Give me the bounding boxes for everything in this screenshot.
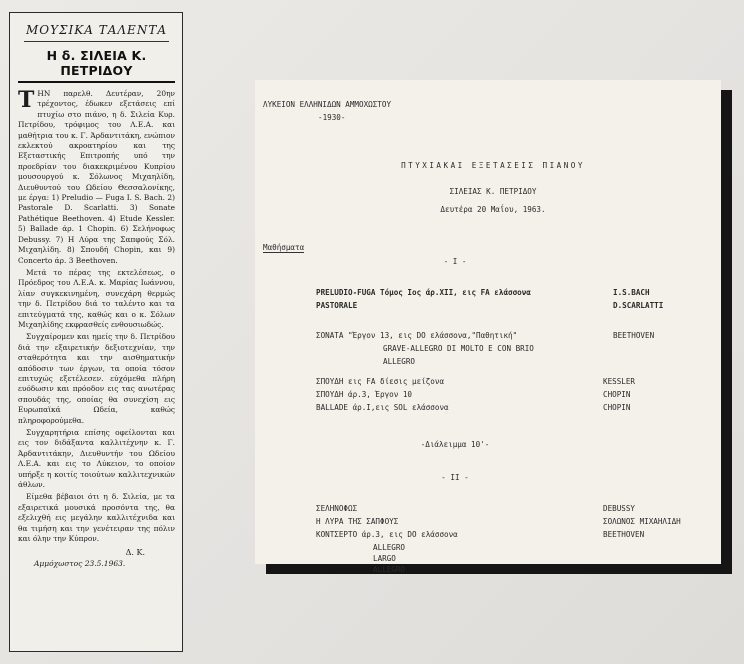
exam-date: Δευτέρα 20 Μαΐου, 1963. [440,205,546,214]
school-name: ΛΥΚΕΙΟΝ ΕΛΛΗΝΙΔΩΝ ΑΜΜΟΧΩΣΤΟΥ [263,100,392,109]
composer-name: CHOPIN [603,390,631,399]
composer-name: KESSLER [603,377,636,386]
movement-title: ALLEGRO [383,357,416,366]
part-one-label: - I - [443,257,467,266]
composer-name: BEETHOVEN [613,331,655,340]
movement-title: GRAVE-ALLEGRO DI MOLTO E CON BRIO [383,344,534,353]
composer-name: D.SCARLATTI [613,301,664,310]
clipping-kicker: ΜΟΥΣΙΚΑ ΤΑΛΕΝΤΑ [24,23,169,42]
piece-title: ΣΠΟΥΔΗ εις FA δίεσις μείζονα [316,377,445,386]
clipping-place-date: Αμμόχωστος 23.5.1963. [34,559,126,569]
intermission: -Διάλειμμα 10'- [420,440,490,449]
clipping-body [18,89,175,544]
composer-name: CHOPIN [603,403,631,412]
piece-title: PRELUDIO-FUGA Τόμος Ιος άρ.XII, εις FA ελάσσονα [316,288,531,297]
piece-title: ΣΟΝΑΤΑ "Έργον 13, εις DO ελάσσονα,"Παθητική" [316,331,518,340]
movement-title: ALLEGRO [373,565,406,574]
clipping-paragraph: Συγχαρητήρια επίσης οφείλονται και εις τον διδάξαντα καλλιτέχνην κ. Γ. Άρδαντιτάκην, Διευθυντήν του Ωδείου Λ.Ε.Α. και εις το Λύκειον, το οποίον υπήρξε η κοιτίς τοιούτων καλλιτεχνικών άθλων. [18,428,175,490]
movement-title: LARGO [373,554,396,563]
composer-name: ΣΟΛΩΝΟΣ ΜΙΧΑΗΛΙΔΗ [603,517,681,526]
piece-title: PASTORALE [316,301,358,310]
clipping-headline: Η δ. ΣΙΛΕΙΑ Κ. ΠΕΤΡΙΔΟΥ [46,48,147,78]
clipping-paragraph: Είμεθα βέβαιοι ότι η δ. Σιλεία, με τα εξαιρετικά μουσικά προσόντα της, θα εξελιχθή εις μεγάλην καλλιτέχνιδα και θα τιμήση και την γενέτειραν της πόλιν και όλην την Κύπρον. [18,492,175,544]
clipping-paragraph: Μετά το πέρας της εκτελέσεως, ο Πρόεδρος του Λ.Ε.Α. κ. Μαρίας Ιωάννου, λίαν συγκεκινημένη, συνεχάρη θερμώς την δ. Πετρίδου διά το ταλέντο και τα επιτεύγματά της, καθώς και ο κ. Σόλων Μιχαηλίδης εκφρασθείς ενθουσιωδώς. [18,267,175,329]
clipping-paragraph: ΤΗΝ παρελθ. Δευτέραν, 20ην τρέχοντος, έδωκεν εξετάσεις επί πτυχίω στο πιάνο, η δ. Σιλεία Κυρ. Πετρίδου, τρόφιμος του Λ.Ε.Α. και μαθήτρια του κ. Γ. Άρδαντιτάκη, ενώπιον εκλεκτού ακροατηρίου και της Εξεταστικής Επιτροπής υπό την προεδρίαν του διακεκριμένου Κυπρίου μουσουργού κ. Σόλωνος Μιχαηλίδη, Διευθυντού του Ωδείου Θεσσαλονίκης, με έργα: 1) Preludio — Fuga I. S. Bach. 2) Pastorale D. Scarlatti. 3) Sonate Pathétique Beethoven. 4) Etude Kessler. 5) Ballade άρ. 1 Chopin. 6) Σελήνοφως Debussy. 7) Η Λύρα της Σαπφούς Σόλ. Μιχαηλίδη. 8) Σπουδή Chopin, και 9) Concerto άρ. 3 Beethoven. [18,87,175,265]
piece-title: ΣΕΛΗΝΟΦΩΣ [316,504,358,513]
composer-name: I.S.BACH [613,288,650,297]
founded-year: -1930- [318,113,346,122]
part-two-label: - II - [441,473,469,482]
piece-title: BALLADE άρ.I,εις SOL ελάσσονα [316,403,449,412]
clipping-paragraph: Συγχαίρομεν και ημείς την δ. Πετρίδου διά την εξαιρετικήν δεξιοτεχνίαν, την σταθερότητα και την αισθηματικήν απόδοσιν των έργων, τα οποία τόσον επιτυχώς εξετέλεσεν. εύχόμεθα πλήρη ευόδωσιν και πρόοδον εις τας ανωτέρας σπουδάς της, οποίας θα συνεχίση εις Ευρωπαϊκά Ωδεία, καθώς πληροφορούμεθα. [18,332,175,425]
piece-title: ΣΠΟΥΔΗ άρ.3, Έργον 10 [316,390,413,399]
composer-name: BEETHOVEN [603,530,645,539]
works-heading: Μαθήσματα [263,243,305,252]
drop-cap: Τ [18,87,35,113]
typed-programme [255,80,721,574]
piece-title: Η ΛΥΡΑ ΤΗΣ ΣΑΠΦΟΥΣ [316,517,399,526]
newspaper-clipping [9,12,183,652]
clipping-signature: Δ. Κ. [125,548,145,558]
composer-name: DEBUSSY [603,504,636,513]
movement-title: ALLEGRO [373,543,406,552]
performer-name: ΣΙΛΕΙΑΣ Κ. ΠΕΤΡΙΔΟΥ [449,187,537,196]
headline-rule [18,81,175,83]
piece-title: ΚΟΝΤΣΕΡΤΟ άρ.3, εις DO ελάσσονα [316,530,458,539]
programme-title: ΠΤΥΧΙΑΚΑΙ ΕΞΕΤΑΣΕΙΣ ΠΙΑΝΟΥ [401,161,585,170]
